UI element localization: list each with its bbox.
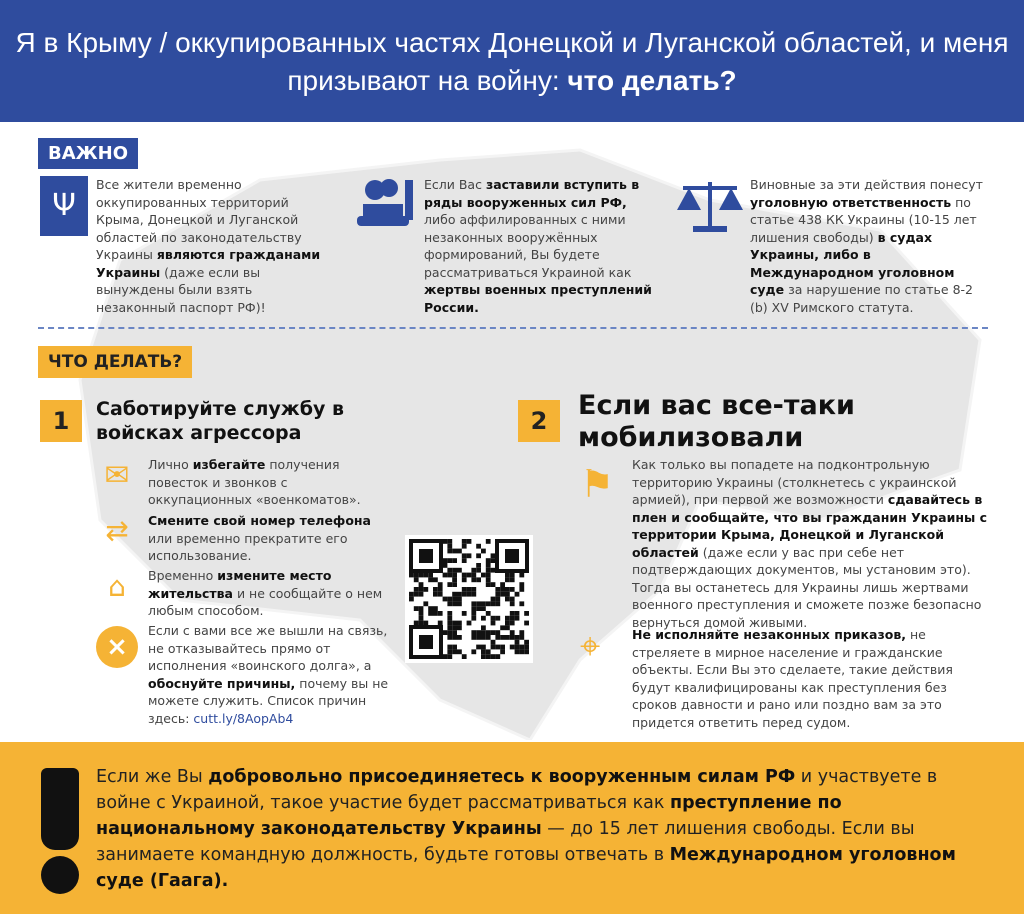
step-2-item-1 (632, 456, 1007, 631)
important-col-2 (424, 176, 654, 316)
body-text: Лично (148, 457, 193, 472)
body-text: или временно прекратите его использование. (148, 530, 348, 563)
important-col-3 (750, 176, 990, 316)
step-2-item-2 (632, 626, 992, 731)
body-text: не стреляете в мирное население и гражданские объекты. Если Вы это сделаете, такие действия будут квалифицированы как преступления без сроков давности и рано или поздно вам за это придется ответить перед судом. (632, 627, 953, 730)
exclamation-icon (38, 768, 82, 894)
body-text: и не сообщайте о нем любым способом. (148, 585, 383, 618)
refuse-chat-icon: × (96, 626, 138, 668)
trident-icon: Ψ (40, 176, 88, 236)
crossed-target-icon: ⌖ (580, 626, 601, 667)
body-text: Все жители временно оккупированных территорий Крыма, Донецкой и Луганской областей по законодательству Украины (96, 177, 302, 262)
body-text: по статье 438 КК Украины (10-15 лет лишения свободы) (750, 194, 977, 245)
body-text: (даже если вы вынуждены были взять незаконный паспорт РФ)! (96, 264, 266, 315)
page-title (0, 0, 1024, 122)
step-1-item-3 (148, 567, 393, 620)
qr-code[interactable] (405, 535, 533, 663)
body-text: за нарушение по статье 8-2 (b) XV Римского статута. (750, 282, 973, 315)
warning-banner (0, 742, 1024, 914)
emphasis-text: сдавайтесь в плен и сообщайте, что вы гражданин Украины с территории Крыма, Донецкой и Луганской областей (632, 492, 988, 560)
tank-icon (355, 176, 415, 236)
emphasis-text: Смените свой номер телефона (148, 513, 371, 528)
emphasis-text: измените место жительства (148, 568, 332, 601)
emphasis-text: жертвы военных преступлений России. (424, 282, 652, 315)
important-label: ВАЖНО (38, 138, 138, 169)
scales-icon (675, 176, 745, 236)
divider (38, 327, 988, 329)
emphasis-text: в судах Украины, либо в Международном уголовном суде (750, 229, 955, 297)
body-text: либо аффилированных с ними незаконных вооружённых формирований, Вы будете рассматриваться Украиной как (424, 212, 632, 280)
body-text: Временно (148, 568, 218, 583)
what-to-do-label: ЧТО ДЕЛАТЬ? (38, 346, 192, 378)
emphasis-text: Не исполняйте незаконных приказов, (632, 627, 906, 642)
warning-text (96, 764, 991, 894)
emphasis-text: преступление по национальному законодательству Украины (96, 793, 842, 839)
body-text: (даже если у вас при себе нет подтверждающих документов, мы установим это). Тогда вы останетесь для Украины лишь жертвами военного преступления и сможете позже безопасно вернуться домой живыми. (632, 544, 982, 630)
step-2-number: 2 (518, 400, 560, 442)
emphasis-text: уголовную ответственность (750, 194, 952, 210)
emphasis-text: добровольно присоединяетесь к вооруженным силам РФ (208, 767, 796, 787)
body-text: получения повесток и звонков с оккупационных «военкоматов». (148, 457, 361, 507)
step-1-number: 1 (40, 400, 82, 442)
no-summons-icon: ✉ (104, 458, 130, 493)
important-col-1 (96, 176, 321, 316)
emphasis-text: обоснуйте причины, (148, 675, 296, 691)
body-text: Виновные за эти действия понесут (750, 177, 983, 192)
step-1-item-2 (148, 512, 393, 565)
body-text: — до 15 лет лишения свободы. Если вы занимаете командную должность, будьте готовы отвечать в (96, 819, 915, 865)
body-text: почему вы не можете служить. Список причин здесь: (148, 675, 389, 726)
reasons-link[interactable]: cutt.ly/8AopAb4 (193, 710, 294, 726)
change-home-icon: ⌂ (108, 570, 126, 603)
body-text: Как только вы попадете на подконтрольную территорию Украины (столкнетесь с украинской армией), при первой же возможности (632, 457, 957, 507)
body-text: Если Вас (424, 177, 486, 192)
emphasis-text: Международном уголовном суде (Гаага). (96, 845, 956, 891)
emphasis-text: являются гражданами Украины (96, 247, 321, 280)
step-1-title: Саботируйте службу в войсках агрессора (96, 398, 344, 444)
surrender-flag-icon: ⚑ (580, 462, 615, 506)
body-text: и участвуете в войне с Украиной, такое участие будет рассматриваться как (96, 767, 938, 813)
emphasis-text: заставили вступить в ряды вооруженных сил РФ, (424, 177, 640, 210)
change-phone-icon: ⇄ (105, 514, 129, 547)
step-1-item-4 (148, 622, 393, 727)
body-text: Если с вами все же вышли на связь, не отказывайтесь прямо от исполнения «воинского долга», а (148, 623, 388, 673)
title-text: Я в Крыму / оккупированных частях Донецкой и Луганской областей, и меня призывают на войну: (15, 27, 1009, 96)
step-2-title: Если вас все-таки мобилизовали (578, 390, 855, 453)
step-1-item-1 (148, 456, 393, 509)
title-emphasis: что делать? (567, 65, 737, 96)
body-text: Если же Вы (96, 767, 209, 787)
emphasis-text: избегайте (192, 457, 266, 472)
